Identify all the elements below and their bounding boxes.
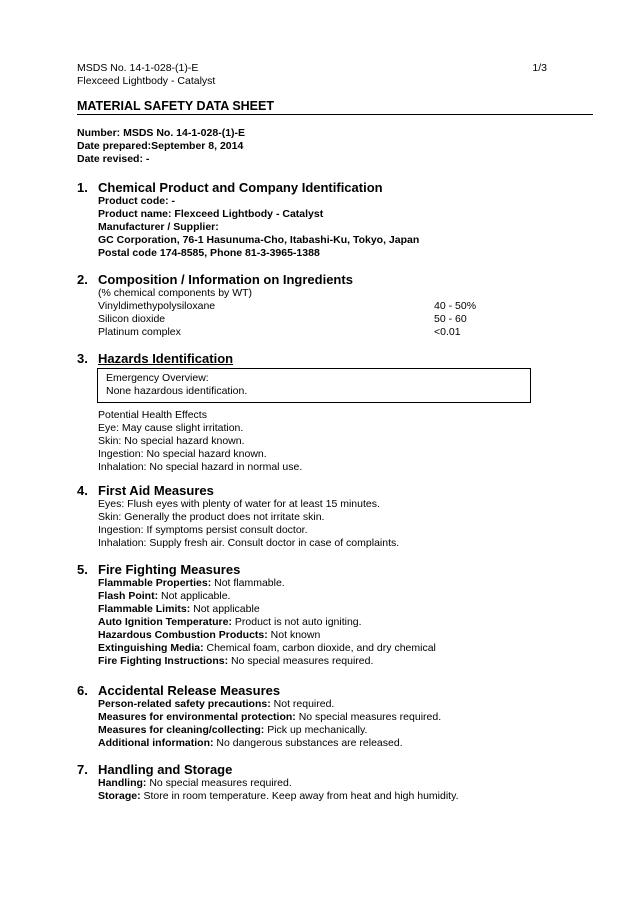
- property-value: Not applicable: [190, 603, 260, 615]
- composition-row: [98, 313, 577, 326]
- section-title: Handling and Storage: [98, 762, 233, 777]
- property-key: Flammable Properties:: [98, 577, 212, 589]
- property-line: [98, 711, 577, 724]
- section-number: 1.: [77, 180, 88, 195]
- section-title: Accidental Release Measures: [98, 683, 281, 698]
- body-line: Skin: Generally the product does not irritate skin.: [98, 511, 325, 523]
- section-body: [98, 287, 577, 339]
- meta-number: Number: MSDS No. 14-1-028-(1)-E: [77, 127, 246, 139]
- section-body: [98, 777, 577, 803]
- header-doc-no: MSDS No. 14-1-028-(1)-E: [77, 62, 199, 74]
- property-line: [98, 655, 577, 668]
- section-heading: [77, 762, 577, 777]
- property-line: [98, 737, 577, 750]
- section-number: 5.: [77, 562, 88, 577]
- ingredient-value: <0.01: [434, 326, 461, 338]
- section-body: [98, 368, 577, 474]
- property-key: Extinguishing Media:: [98, 642, 204, 654]
- property-line: [98, 642, 577, 655]
- section-heading: [77, 483, 577, 498]
- section-2: [77, 272, 577, 339]
- section-1: [77, 180, 577, 260]
- section-body: [98, 698, 577, 750]
- section-number: 3.: [77, 351, 88, 366]
- property-value: Pick up mechanically.: [264, 724, 368, 736]
- property-key: Flammable Limits:: [98, 603, 191, 615]
- property-key: Measures for environmental protection:: [98, 711, 296, 723]
- property-key: Measures for cleaning/collecting:: [98, 724, 265, 736]
- section-number: 4.: [77, 483, 88, 498]
- property-value: Chemical foam, carbon dioxide, and dry chemical: [203, 642, 436, 654]
- section-4: [77, 483, 577, 550]
- section-body: [98, 498, 577, 550]
- property-line: [98, 724, 577, 737]
- section-body: [98, 577, 577, 668]
- section-6: [77, 683, 577, 750]
- property-line: [98, 577, 577, 590]
- section-number: 2.: [77, 272, 88, 287]
- section-heading: [77, 180, 577, 195]
- box-line: None hazardous identification.: [106, 385, 248, 397]
- ingredient-value: 40 - 50%: [434, 300, 477, 312]
- body-line: Postal code 174-8585, Phone 81-3-3965-1388: [98, 247, 320, 259]
- ingredient-name: Silicon dioxide: [98, 313, 166, 325]
- section-title: First Aid Measures: [98, 483, 214, 498]
- body-line: Potential Health Effects: [98, 409, 207, 421]
- section-3: [77, 351, 577, 474]
- property-line: [98, 698, 577, 711]
- page-number: 1/3: [532, 62, 547, 74]
- body-line: Eye: May cause slight irritation.: [98, 422, 244, 434]
- meta-prepared: Date prepared:September 8, 2014: [77, 140, 244, 152]
- body-line: Ingestion: If symptoms persist consult doctor.: [98, 524, 308, 536]
- property-value: Not required.: [270, 698, 335, 710]
- property-value: Not known: [267, 629, 321, 641]
- property-line: [98, 629, 577, 642]
- ingredient-value: 50 - 60: [434, 313, 467, 325]
- property-value: No special measures required.: [146, 777, 292, 789]
- body-line: Product name: Flexceed Lightbody - Catalyst: [98, 208, 324, 220]
- property-key: Additional information:: [98, 737, 214, 749]
- document-title: MATERIAL SAFETY DATA SHEET: [77, 99, 593, 115]
- composition-row: [98, 300, 577, 313]
- property-key: Handling:: [98, 777, 147, 789]
- running-header: [77, 62, 215, 88]
- composition-note: (% chemical components by WT): [98, 287, 253, 299]
- meta-revised: Date revised: -: [77, 153, 150, 165]
- section-title: Fire Fighting Measures: [98, 562, 241, 577]
- body-line: GC Corporation, 76-1 Hasunuma-Cho, Itabashi-Ku, Tokyo, Japan: [98, 234, 420, 246]
- section-7: [77, 762, 577, 803]
- section-number: 6.: [77, 683, 88, 698]
- property-line: [98, 790, 577, 803]
- ingredient-name: Vinyldimethypolysiloxane: [98, 300, 216, 312]
- property-key: Flash Point:: [98, 590, 159, 602]
- box-line: Emergency Overview:: [106, 372, 209, 384]
- body-line: Ingestion: No special hazard known.: [98, 448, 267, 460]
- body-line: Eyes: Flush eyes with plenty of water for at least 15 minutes.: [98, 498, 380, 510]
- body-line: Inhalation: No special hazard in normal use.: [98, 461, 303, 473]
- body-line: Manufacturer / Supplier:: [98, 221, 219, 233]
- emergency-overview-box: [97, 368, 531, 403]
- section-number: 7.: [77, 762, 88, 777]
- property-value: No special measures required.: [228, 655, 374, 667]
- section-heading: [77, 351, 577, 366]
- section-heading: [77, 683, 577, 698]
- body-line: Inhalation: Supply fresh air. Consult doctor in case of complaints.: [98, 537, 400, 549]
- section-title: Composition / Information on Ingredients: [98, 272, 353, 287]
- header-product: Flexceed Lightbody - Catalyst: [77, 75, 216, 87]
- property-value: Store in room temperature. Keep away from heat and high humidity.: [140, 790, 459, 802]
- property-value: No dangerous substances are released.: [213, 737, 403, 749]
- property-key: Person-related safety precautions:: [98, 698, 271, 710]
- body-line: Skin: No special hazard known.: [98, 435, 245, 447]
- body-line: Product code: -: [98, 195, 176, 207]
- section-body: [98, 195, 577, 260]
- property-key: Fire Fighting Instructions:: [98, 655, 229, 667]
- ingredient-name: Platinum complex: [98, 326, 181, 338]
- section-5: [77, 562, 577, 668]
- property-value: Not flammable.: [211, 577, 285, 589]
- property-line: [98, 777, 577, 790]
- document-meta: [77, 127, 245, 166]
- composition-row: [98, 326, 577, 339]
- property-key: Storage:: [98, 790, 141, 802]
- property-line: [98, 590, 577, 603]
- property-line: [98, 603, 577, 616]
- section-heading: [77, 272, 577, 287]
- property-key: Hazardous Combustion Products:: [98, 629, 268, 641]
- property-key: Auto Ignition Temperature:: [98, 616, 232, 628]
- property-value: No special measures required.: [295, 711, 442, 723]
- section-title: Hazards Identification: [98, 351, 234, 366]
- property-value: Product is not auto igniting.: [231, 616, 362, 628]
- section-heading: [77, 562, 577, 577]
- section-title: Chemical Product and Company Identification: [98, 180, 383, 195]
- property-value: Not applicable.: [158, 590, 231, 602]
- property-line: [98, 616, 577, 629]
